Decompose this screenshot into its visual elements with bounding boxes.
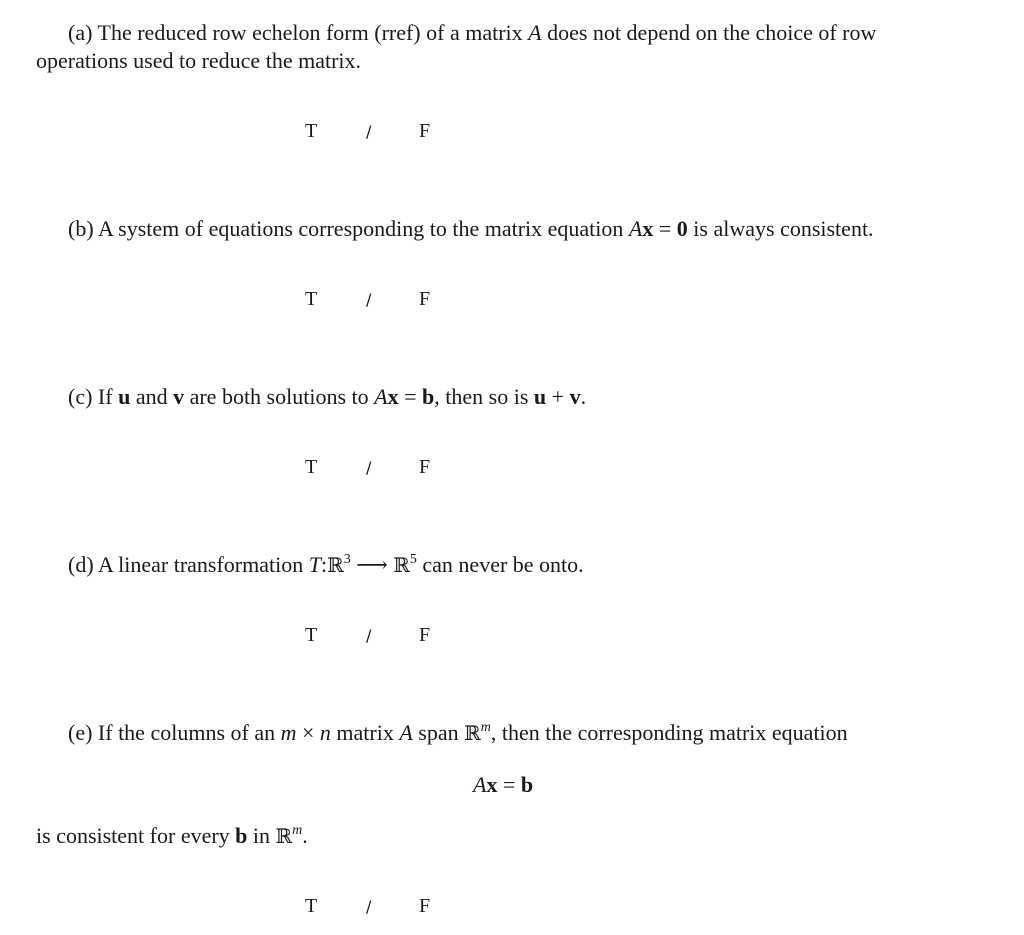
question-d: (d) A linear transformation T:ℝ$^3$ ⟶ ℝ$^5$ can never be onto. xyxy=(68,552,584,577)
choice-separator: / xyxy=(366,897,372,916)
true-option[interactable]: T xyxy=(305,624,318,646)
question-d-label: (d) xyxy=(68,552,94,577)
false-option[interactable]: F xyxy=(419,456,431,478)
question-a-label: (a) xyxy=(68,20,93,45)
question-e-display-equation: Ax = b xyxy=(473,772,534,797)
false-option[interactable]: F xyxy=(419,120,431,142)
true-option[interactable]: T xyxy=(305,456,318,478)
question-a-line2: operations used to reduce the matrix. xyxy=(36,48,362,73)
question-c: (c) If u and v are both solutions to Ax = b, then so is u + v. xyxy=(68,384,587,409)
choice-separator: / xyxy=(366,458,372,477)
false-option[interactable]: F xyxy=(419,624,431,646)
question-e-line2: is consistent for every b in ℝ$^m$. xyxy=(36,823,308,848)
choice-separator: / xyxy=(366,122,372,141)
question-c-label: (c) xyxy=(68,384,93,409)
true-option[interactable]: T xyxy=(305,895,318,917)
true-option[interactable]: T xyxy=(305,120,318,142)
question-a-line1: (a) The reduced row echelon form (rref) of a matrix A does not depend on the choice of row xyxy=(68,20,877,45)
question-e-label: (e) xyxy=(68,720,93,745)
choice-separator: / xyxy=(366,290,372,309)
question-b-label: (b) xyxy=(68,216,94,241)
false-option[interactable]: F xyxy=(419,895,431,917)
question-e-line1: (e) If the columns of an m × n matrix A span ℝ$^m$, then the corresponding matrix equation xyxy=(68,720,848,745)
false-option[interactable]: F xyxy=(419,288,431,310)
choice-separator: / xyxy=(366,626,372,645)
question-b: (b) A system of equations corresponding to the matrix equation Ax = 0 is always consistent. xyxy=(68,216,874,241)
true-option[interactable]: T xyxy=(305,288,318,310)
